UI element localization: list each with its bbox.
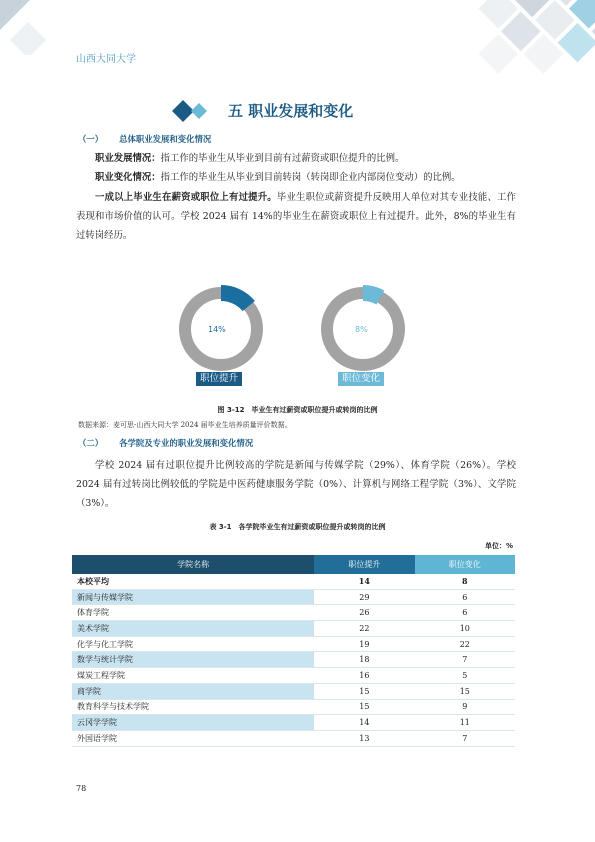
cell-change: 15 — [415, 683, 515, 699]
cell-change: 10 — [415, 621, 515, 637]
college-career-table — [72, 555, 515, 747]
cell-college: 煤炭工程学院 — [72, 668, 314, 684]
cell-promotion: 15 — [314, 683, 414, 699]
cell-change: 7 — [415, 652, 515, 668]
table-row — [72, 636, 515, 652]
cell-promotion: 14 — [314, 574, 414, 589]
cell-promotion: 26 — [314, 605, 414, 621]
cell-change: 6 — [415, 605, 515, 621]
pie-value-change: 8% — [355, 325, 368, 334]
table-row — [72, 715, 515, 731]
chapter-diamond-icon — [172, 100, 212, 122]
table-caption: 表 3-1 各学院毕业生有过薪资或职位提升或转岗的比例 — [209, 523, 386, 531]
cell-promotion: 13 — [314, 730, 414, 746]
cell-change: 22 — [415, 636, 515, 652]
cell-change: 11 — [415, 715, 515, 731]
cell-change: 5 — [415, 668, 515, 684]
table-row — [72, 683, 515, 699]
cell-college: 云冈学学院 — [72, 715, 314, 731]
definition-career-development: 职业发展情况：指工作的毕业生从毕业到目前有过薪资或职位提升的比例。 — [95, 153, 405, 164]
figure-caption: 图 3-12 毕业生有过薪资或职位提升或转岗的比例 — [217, 406, 378, 414]
table-row — [72, 730, 515, 746]
legend-promotion: 职位提升 — [196, 372, 242, 386]
table-row — [72, 605, 515, 621]
col-header-change: 职位变化 — [415, 555, 515, 574]
col-header-promotion: 职位提升 — [314, 555, 414, 574]
cell-college: 化学与化工学院 — [72, 636, 314, 652]
cell-college: 商学院 — [72, 683, 314, 699]
cell-change: 9 — [415, 699, 515, 715]
summary-paragraph: 一成以上毕业生在薪资或职位上有过提升。毕业生职位或薪资提升反映用人单位对其专业技能、工作表现和市场价值的认可。学校 2024 届有 14%的毕业生在薪资或职位上有过提升。此外，8%的毕业生有过转岗经历。 — [76, 192, 516, 241]
definition-career-change: 职业变化情况：指工作的毕业生从毕业到目前转岗（转岗即企业内部岗位变动）的比例。 — [95, 172, 461, 183]
col-header-college: 学院名称 — [72, 555, 314, 574]
table-row — [72, 699, 515, 715]
table-row — [72, 652, 515, 668]
header-corner-tile — [0, 0, 70, 55]
cell-promotion: 22 — [314, 621, 414, 637]
college-paragraph: 学校 2024 届有过职位提升比例较高的学院是新闻与传媒学院（29%）、体育学院（26%）。学校 2024 届有过转岗比例较低的学院是中医药健康服务学院（0%）、计算机与网络工程学院（3%）、文学院（3%）。 — [76, 460, 516, 509]
page-number: 78 — [76, 784, 87, 793]
cell-promotion: 15 — [314, 699, 414, 715]
cell-college: 数学与统计学院 — [72, 652, 314, 668]
cell-change: 6 — [415, 589, 515, 605]
header-decoration — [385, 0, 595, 95]
cell-promotion: 14 — [314, 715, 414, 731]
chapter-title: 五 职业发展和变化 — [228, 102, 354, 120]
cell-promotion: 19 — [314, 636, 414, 652]
section-heading-2: （二） 各学院及专业的职业发展和变化情况 — [78, 438, 254, 448]
cell-promotion: 29 — [314, 589, 414, 605]
table-row — [72, 621, 515, 637]
table-row — [72, 668, 515, 684]
cell-promotion: 16 — [314, 668, 414, 684]
table-row — [72, 574, 515, 589]
data-source: 数据来源：麦可思-山西大同大学 2024 届毕业生培养质量评价数据。 — [78, 421, 292, 429]
pie-value-promotion: 14% — [208, 325, 226, 334]
cell-college: 体育学院 — [72, 605, 314, 621]
cell-college: 教育科学与技术学院 — [72, 699, 314, 715]
section-heading-1: （一） 总体职业发展和变化情况 — [78, 134, 212, 144]
cell-change: 8 — [415, 574, 515, 589]
cell-college: 本校平均 — [72, 574, 314, 589]
table-row — [72, 589, 515, 605]
school-name: 山西大同大学 — [76, 54, 136, 65]
cell-college: 外国语学院 — [72, 730, 314, 746]
cell-promotion: 18 — [314, 652, 414, 668]
cell-change: 7 — [415, 730, 515, 746]
cell-college: 美术学院 — [72, 621, 314, 637]
legend-change: 职位变化 — [338, 372, 384, 386]
table-unit: 单位：% — [484, 542, 513, 550]
cell-college: 新闻与传媒学院 — [72, 589, 314, 605]
